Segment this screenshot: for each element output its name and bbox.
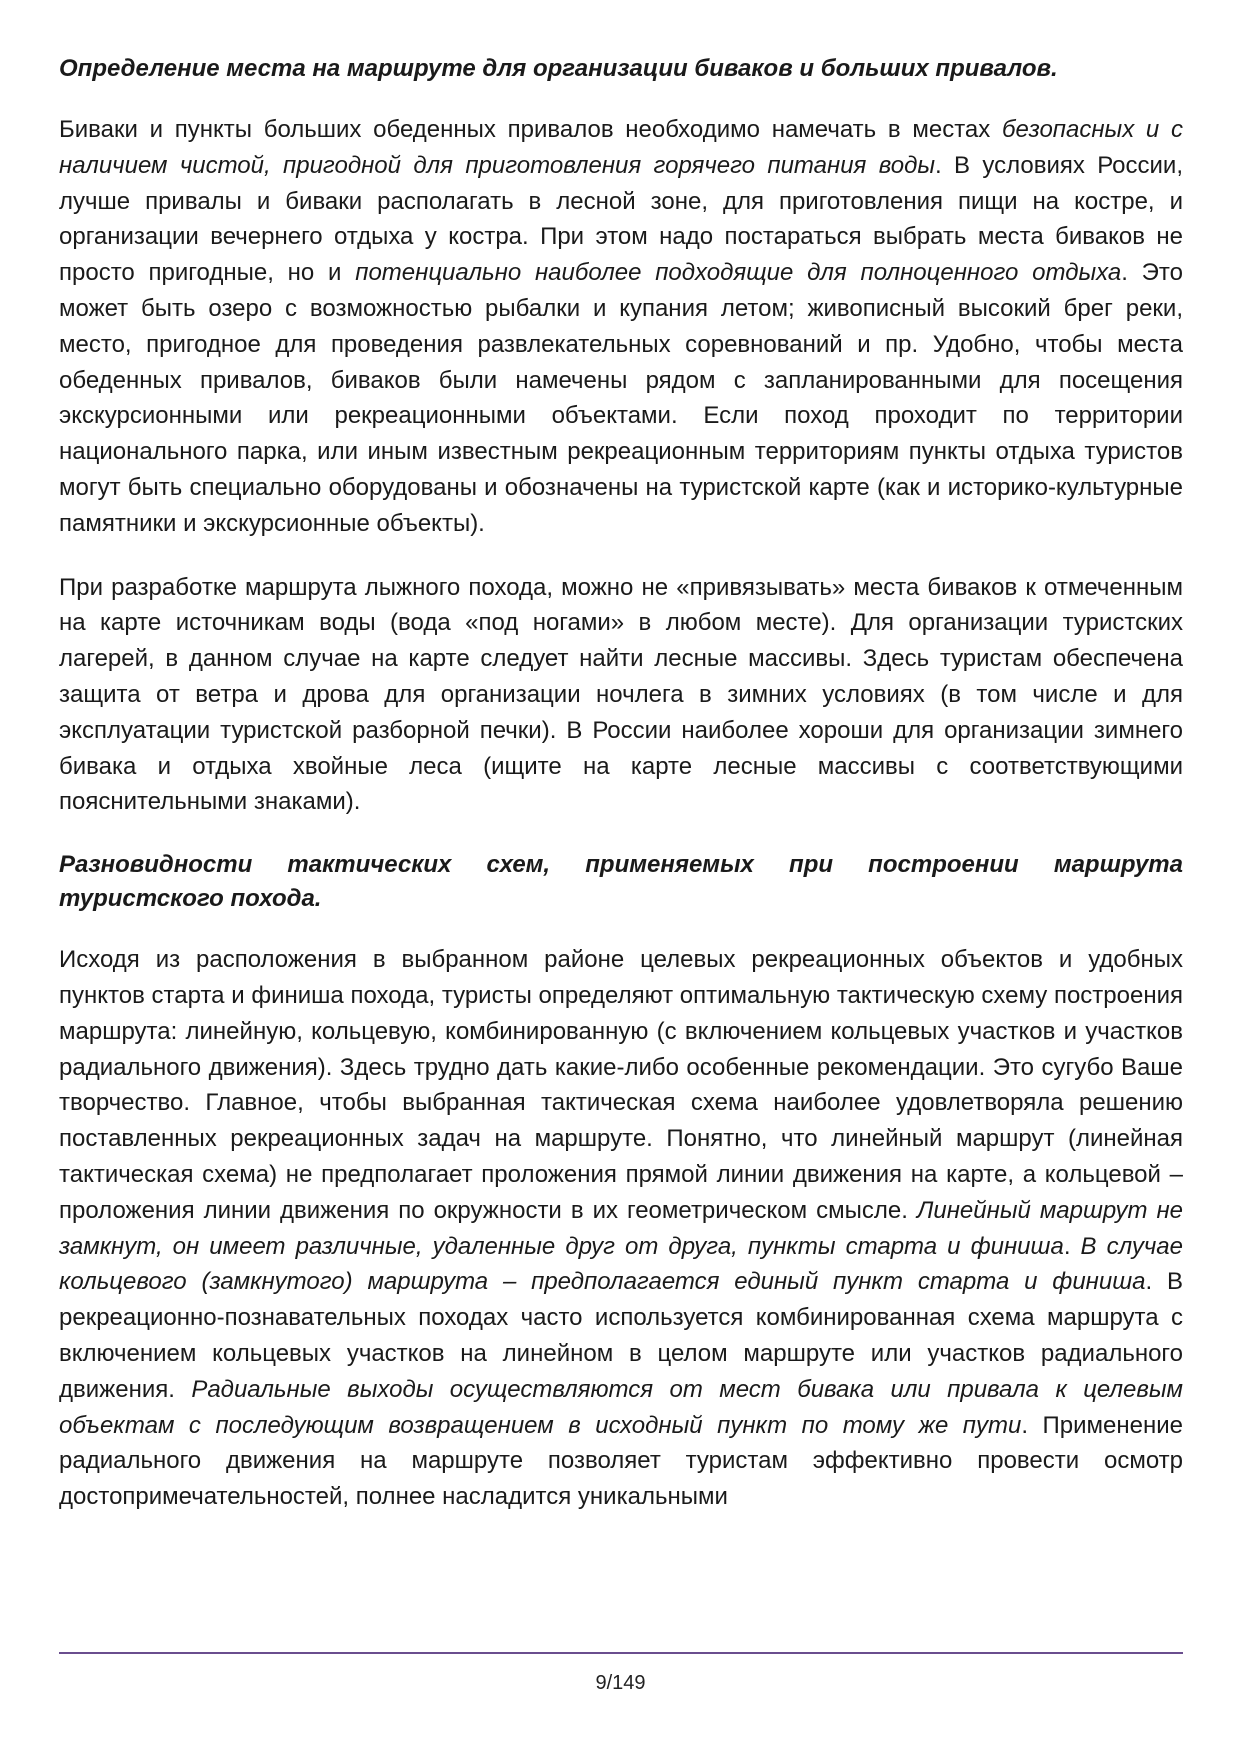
paragraph [59, 942, 1183, 1515]
page-number: 9/149 [595, 1672, 646, 1694]
document-body [59, 52, 1183, 1543]
body-text: . В рекреационно-познавательных походах часто используется комбинированная схема маршрута с включением кольцевых участков на линейном в целом маршруте или участков радиального движения. [59, 1268, 1184, 1403]
paragraph [59, 570, 1183, 821]
emphasis-text: Линейный маршрут не замкнут, он имеет различные, удаленные друг от друга, пункты старта и финиша [59, 1196, 1183, 1260]
body-text: Исходя из расположения в выбранном районе целевых рекреационных объектов и удобных пунктов старта и финиша похода, туристы определяют оптимальную тактическую схему построения маршрута: линейную, кольцевую, комбинированную (с включением кольцевых участков и участков радиального движения). Здесь трудно дать какие-либо особенные рекомендации. Это сугубо Ваше творчество. Главное, чтобы выбранная тактическая схема наиболее удовлетворяла решению поставленных рекреационных задач на маршруте. Понятно, что линейный маршрут (линейная тактическая схема) не предполагает проложения прямой линии движения на карте, а кольцевой – проложения линии движения по окружности в их геометрическом смысле. [59, 946, 1183, 1224]
body-text: . Это может быть озеро с возможностью рыбалки и купания летом; живописный высокий брег реки, место, пригодное для проведения развлекательных соревнований и пр. Удобно, чтобы места обеденных привалов, биваков были намечены рядом с запланированными для посещения экскурсионными или рекреационными объектами. Если поход проходит по территории национального парка, или иным известным рекреационным территориям пункты отдыха туристов могут быть специально оборудованы и обозначены на туристской карте (как и историко-культурные памятники и экскурсионные объекты). [59, 259, 1184, 537]
body-text: Биваки и пункты больших обеденных привалов необходимо намечать в местах [59, 116, 1002, 143]
body-text: . В условиях России, лучше привалы и биваки располагать в лесной зоне, для приготовления пищи на костре, и организации вечернего отдыха у костра. При этом надо постараться выбрать места биваков не просто пригодные, но и [59, 151, 1183, 287]
body-text: . Применение радиального движения на маршруте позволяет туристам эффективно провести осмотр достопримечательностей, полнее насладится уникальными [59, 1411, 1183, 1511]
section-heading-tactical-schemes: Разновидности тактических схем, применяемых при построении маршрута туристского похода. [59, 851, 1183, 913]
emphasis-text: Радиальные выходы осуществляются от мест бивака или привала к целевым объектам с последующим возвращением в исходный пункт по тому же пути [59, 1375, 1183, 1439]
emphasis-text: потенциально наиболее подходящие для полноценного отдыха [355, 259, 1122, 287]
section-heading-campsites: Определение места на маршруте для организации биваков и больших привалов. [59, 55, 1058, 82]
body-text: При разработке маршрута лыжного похода, можно не «привязывать» места биваков к отмеченным на карте источникам воды (вода «под ногами» в любом месте). Для организации туристских лагерей, в данном случае на карте следует найти лесные массивы. Здесь туристам обеспечена защита от ветра и дрова для организации ночлега в зимних условиях (в том числе и для эксплуатации туристской разборной печки). В России наиболее хороши для организации зимнего бивака и отдыха хвойные леса (ищите на карте лесные массивы с соответствующими пояснительными знаками). [59, 573, 1183, 816]
emphasis-text: В случае кольцевого (замкнутого) маршрута – предполагается единый пункт старта и финиша [59, 1232, 1183, 1296]
emphasis-text: безопасных и с наличием чистой, пригодной для приготовления горячего питания воды [59, 116, 1183, 179]
paragraph [59, 112, 1183, 542]
footer-divider [59, 1652, 1183, 1654]
body-text: . [1063, 1232, 1081, 1260]
